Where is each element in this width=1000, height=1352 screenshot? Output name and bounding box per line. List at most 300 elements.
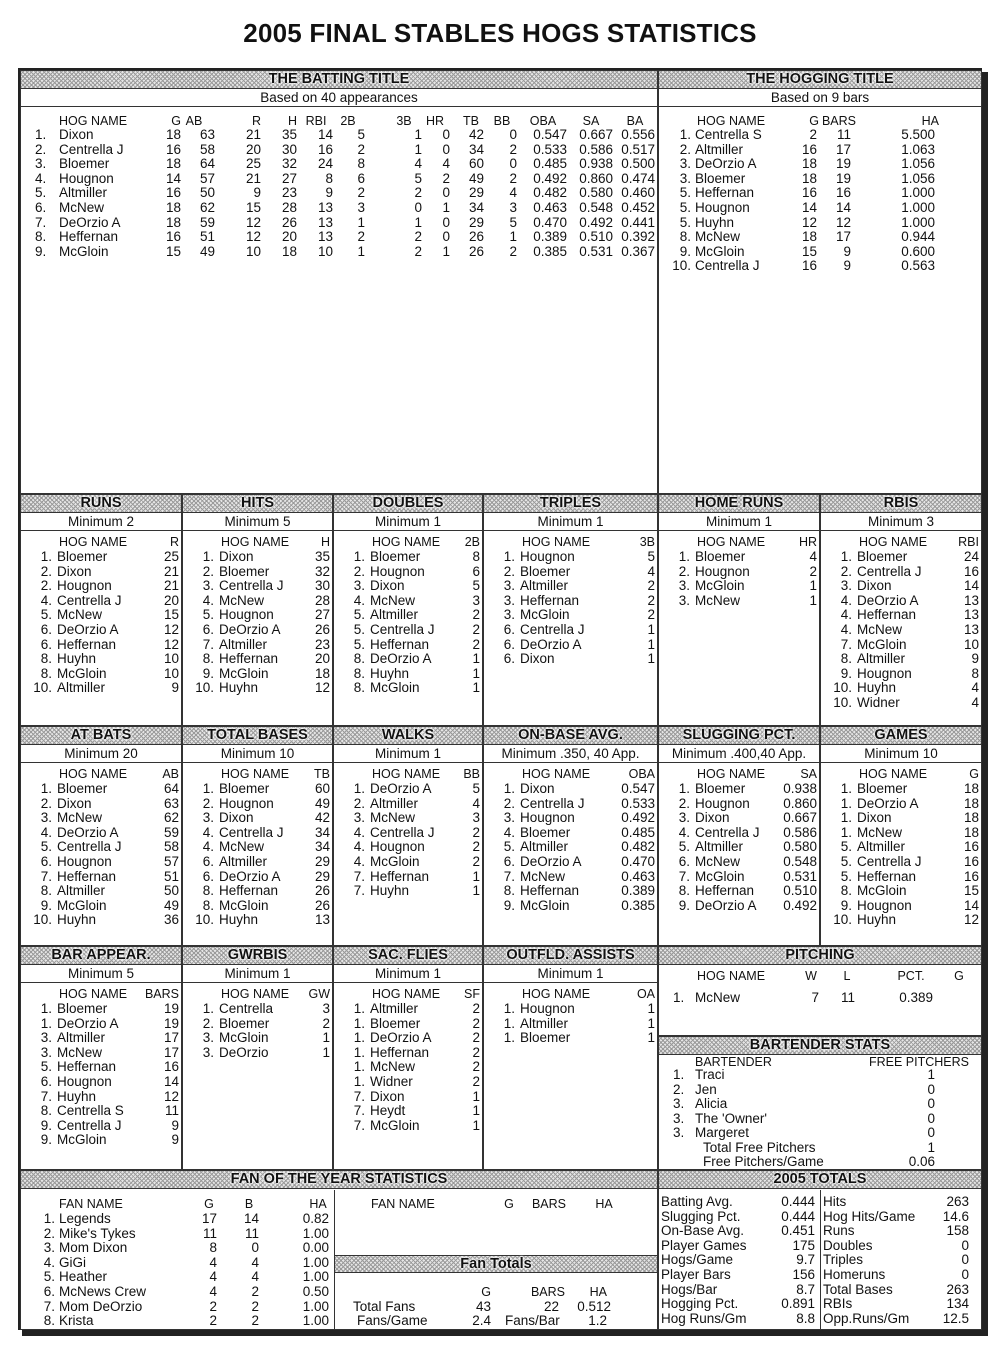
on-base-avg-panel-header	[484, 727, 657, 745]
games-panel-hog-name: Hougnon	[857, 897, 912, 913]
doubles-panel-rank: 5.	[353, 607, 365, 623]
doubles-panel-stat: 2	[472, 622, 480, 637]
on-base-avg-panel	[483, 726, 658, 946]
fan-ha: 0.82	[302, 1211, 329, 1226]
walks-panel-hog-name: Altmiller	[370, 795, 419, 811]
doubles-panel-hog-name: Centrella J	[370, 622, 435, 637]
at-bats-panel-stat: 57	[163, 854, 179, 869]
batting-cell: 23	[281, 185, 297, 201]
doubles-panel-rank: 8.	[353, 680, 365, 696]
fan-bars: 2	[251, 1298, 259, 1314]
hogging-rank: 3.	[679, 156, 691, 172]
outfld-assists-panel-rank: 1.	[503, 1001, 515, 1016]
hogging-cell: 1.056	[901, 170, 935, 186]
rbis-panel-hog-name: Bloemer	[857, 549, 908, 564]
fan-rank: 5.	[43, 1269, 55, 1285]
sac-flies-panel-rank: 7.	[353, 1088, 365, 1104]
hits-panel-rank: 8.	[202, 651, 214, 667]
total-bases-panel-hog-name: Altmiller	[219, 854, 268, 869]
doubles-panel-stat: 3	[472, 592, 480, 608]
at-bats-panel-stat: 62	[163, 810, 179, 826]
batting-cell: 0.470	[533, 214, 567, 230]
on-base-avg-panel-stat: 0.385	[621, 897, 655, 913]
walks-panel-stat: 3	[472, 810, 480, 826]
total-bases-panel-stat: 29	[314, 854, 330, 869]
fan-rank: 1.	[43, 1211, 55, 1226]
games-panel-header	[821, 727, 981, 745]
sac-flies-panel-stat: 1	[472, 1117, 480, 1133]
hogging-cell: 19	[835, 156, 851, 172]
at-bats-panel-stat-header: AB	[162, 767, 179, 781]
bar-appear-panel-rank: 7.	[40, 1088, 52, 1104]
hogging-cell: 9	[843, 243, 851, 259]
fan-totals-title: Fan Totals	[460, 1256, 532, 1272]
rbis-panel-rank: 4.	[840, 622, 852, 637]
batting-cell: 26	[281, 214, 297, 230]
batting-cell: 0.392	[621, 229, 655, 245]
total-fans-ha: 0.512	[577, 1299, 611, 1314]
rbis-panel-name-header: HOG NAME	[859, 535, 928, 549]
hits-panel-stat: 35	[314, 549, 330, 564]
fan-rank: 3.	[43, 1240, 55, 1256]
fan-name: McNews Crew	[59, 1284, 147, 1299]
games-panel-rank: 10.	[833, 912, 852, 928]
totals-left-label: Player Bars	[661, 1267, 731, 1282]
at-bats-panel-rank: 3.	[40, 810, 52, 826]
batting-cell: 29	[468, 214, 484, 230]
home-runs-panel-rank: 3.	[678, 592, 690, 608]
fan-ha: 0.00	[302, 1240, 329, 1256]
on-base-avg-panel-stat: 0.389	[621, 883, 655, 899]
runs-panel-hog-name: Hougnon	[57, 578, 112, 594]
runs-panel-rank: 1.	[40, 549, 52, 564]
gwrbis-panel-stat: 1	[322, 1030, 330, 1046]
batting-cell: 10	[317, 243, 333, 259]
free-pitchers-col-header: FREE PITCHERS	[868, 1055, 969, 1069]
hogging-cell: 17	[835, 141, 851, 157]
batting-cell: 0.460	[621, 185, 655, 201]
total-bases-panel-stat: 34	[314, 824, 330, 840]
home-runs-panel-stat: 1	[809, 578, 817, 594]
games-panel-stat: 16	[963, 854, 979, 869]
hogging-rank: 8.	[679, 229, 691, 245]
triples-panel-stat: 1	[647, 636, 655, 652]
at-bats-panel-hog-name: McNew	[57, 810, 103, 826]
walks-panel-stat-header: BB	[463, 767, 480, 781]
hits-panel-hog-name: Dixon	[219, 549, 254, 564]
batting-col-header: 2B	[340, 114, 356, 128]
batting-cell: 10	[245, 243, 261, 259]
batting-cell: 30	[281, 141, 297, 157]
batting-cell: 2	[357, 185, 365, 201]
sac-flies-panel-hog-name: Widner	[370, 1074, 413, 1089]
fan-name: Mom Dixon	[59, 1240, 128, 1256]
fan-name: GiGi	[59, 1254, 86, 1270]
bar-appear-panel-stat: 14	[163, 1074, 179, 1089]
bartender-free-pitchers: 0	[927, 1125, 935, 1141]
total-fans-games: 43	[475, 1299, 491, 1314]
walks-panel-stat: 4	[472, 795, 480, 811]
on-base-avg-panel-rank: 9.	[503, 897, 515, 913]
batting-cell: 27	[281, 170, 297, 186]
hits-panel-rank: 5.	[202, 607, 214, 623]
doubles-panel-header-text: DOUBLES	[372, 495, 444, 511]
hogging-cell: 11	[836, 127, 851, 142]
fan-col-header-2: BARS	[531, 1197, 567, 1211]
slugging-pct-panel-header-text: SLUGGING PCT.	[682, 727, 796, 743]
slugging-pct-panel-hog-name: Hougnon	[695, 795, 750, 811]
bartender-free-pitchers: 0	[927, 1096, 935, 1112]
rbis-panel-hog-name: Heffernan	[857, 607, 917, 623]
hits-panel-rank: 4.	[202, 592, 214, 608]
bartender-name: Jen	[695, 1081, 717, 1097]
totals-left-label: On-Base Avg.	[661, 1223, 745, 1239]
hogging-hog-name: DeOrzio A	[695, 156, 757, 172]
total-bases-panel-rank: 6.	[202, 854, 214, 869]
at-bats-panel-stat: 64	[163, 781, 179, 796]
walks-panel-rank: 1.	[353, 781, 365, 796]
total-free-pitchers-label: Total Free Pitchers	[703, 1140, 816, 1155]
at-bats-panel-stat: 63	[163, 795, 179, 811]
hits-panel-hog-name: McGloin	[219, 665, 269, 681]
at-bats-panel-stat: 51	[163, 868, 179, 884]
batting-cell: 63	[199, 127, 215, 142]
bartender-rank: 2.	[673, 1081, 685, 1097]
totals-left-value: 175	[792, 1237, 815, 1253]
runs-panel-rank: 6.	[40, 636, 52, 652]
bar-appear-panel-stat: 17	[163, 1030, 179, 1046]
batting-rank: 4.	[35, 170, 47, 186]
slugging-pct-panel	[658, 726, 820, 946]
bartender-name: The 'Owner'	[695, 1110, 767, 1126]
totals-right-value: 0	[961, 1252, 969, 1268]
games-panel-stat-header: G	[969, 767, 979, 781]
totals-left-label: Hogging Pct.	[661, 1296, 739, 1312]
bar-appear-panel-hog-name: Bloemer	[57, 1001, 108, 1016]
hogging-hog-name: Altmiller	[695, 141, 744, 157]
games-panel-rank: 1.	[840, 795, 852, 811]
slugging-pct-panel-stat: 0.586	[783, 824, 817, 840]
slugging-pct-panel-rank: 3.	[678, 810, 690, 826]
hogging-cell: 1.000	[901, 214, 935, 230]
sac-flies-panel-rank: 1.	[353, 1059, 365, 1075]
walks-panel-rank: 7.	[353, 883, 365, 899]
walks-panel	[333, 726, 483, 946]
hits-panel-stat: 32	[314, 563, 330, 579]
doubles-panel-stat: 1	[472, 665, 480, 681]
games-panel-hog-name: DeOrzio A	[857, 795, 919, 811]
outfld-assists-panel-header-text: OUTFLD. ASSISTS	[506, 947, 635, 963]
batting-cell: 49	[199, 243, 215, 259]
at-bats-panel-rank: 5.	[40, 839, 52, 855]
totals-right-value: 263	[946, 1194, 969, 1209]
pitching-col-header: G	[954, 969, 964, 983]
bartender-header	[659, 1037, 981, 1055]
games-panel-stat: 18	[963, 781, 979, 796]
rbis-panel-hog-name: McNew	[857, 622, 903, 637]
on-base-avg-panel-hog-name: Bloemer	[520, 824, 571, 840]
total-bases-panel-hog-name: Centrella J	[219, 824, 284, 840]
totals-right-label: Total Bases	[823, 1281, 893, 1297]
sac-flies-panel-stat: 2	[472, 1059, 480, 1075]
hogging-cell: 14	[801, 200, 817, 215]
games-panel	[820, 726, 982, 946]
home-runs-panel-hog-name: McNew	[695, 592, 741, 608]
walks-panel-rank: 7.	[353, 868, 365, 884]
doubles-panel-hog-name: Altmiller	[370, 607, 419, 623]
total-bases-panel-stat: 34	[314, 839, 330, 855]
sac-flies-panel-rank: 7.	[353, 1103, 365, 1119]
free-pitchers-per-game-label: Free Pitchers/Game	[703, 1154, 824, 1169]
on-base-avg-panel-hog-name: Dixon	[520, 781, 555, 796]
at-bats-panel-rank: 8.	[40, 883, 52, 899]
rbis-panel-header	[821, 495, 981, 513]
triples-panel-hog-name: McGloin	[520, 607, 570, 623]
walks-panel-rank: 4.	[353, 854, 365, 869]
batting-cell: 16	[317, 141, 333, 157]
hogging-cell: 18	[801, 156, 817, 172]
games-panel-stat: 18	[963, 810, 979, 826]
sac-flies-panel-hog-name: Dixon	[370, 1088, 405, 1104]
shadow-bottom	[22, 1330, 988, 1336]
bar-appear-panel-hog-name: Heffernan	[57, 1059, 117, 1075]
triples-panel-rank: 2.	[503, 563, 515, 579]
fan-rank: 4.	[43, 1254, 55, 1270]
doubles-panel-stat: 6	[472, 563, 480, 579]
batting-cell: 0.492	[579, 214, 613, 230]
games-panel-rank: 1.	[840, 824, 852, 840]
sac-flies-panel-hog-name: Heydt	[370, 1103, 406, 1119]
at-bats-panel-rank: 1.	[40, 781, 52, 796]
hits-panel-hog-name: Altmiller	[219, 636, 268, 652]
sac-flies-panel-stat: 2	[472, 1015, 480, 1031]
batting-cell: 14	[317, 127, 333, 142]
sac-flies-panel-subtitle: Minimum 1	[334, 966, 482, 983]
fan-totals-bars-header: BARS	[530, 1285, 565, 1299]
gwrbis-panel	[182, 946, 333, 1170]
bar-appear-panel-hog-name: Altmiller	[57, 1030, 106, 1046]
on-base-avg-panel-rank: 6.	[503, 854, 515, 869]
batting-cell: 1	[414, 141, 422, 157]
on-base-avg-panel-hog-name: Hougnon	[520, 810, 575, 826]
triples-panel-stat: 1	[647, 622, 655, 637]
games-panel-hog-name: Heffernan	[857, 868, 917, 884]
rbis-panel-hog-name: Hougnon	[857, 665, 912, 681]
fan-col-header: B	[244, 1197, 254, 1211]
batting-cell: 21	[245, 127, 261, 142]
batting-cell: 0.667	[579, 127, 613, 142]
batting-col-header: BB	[493, 114, 511, 128]
fan-name: Heather	[59, 1269, 108, 1285]
batting-cell: 0.385	[533, 243, 567, 259]
totals-right-value: 0	[961, 1267, 969, 1282]
triples-panel-hog-name: Bloemer	[520, 563, 571, 579]
triples-panel-header	[484, 495, 657, 513]
pitching-col-header: L	[843, 969, 851, 983]
slugging-pct-panel-rank: 9.	[678, 897, 690, 913]
fan-bars: 4	[251, 1254, 259, 1270]
sac-flies-panel-hog-name: DeOrzio A	[370, 1030, 432, 1046]
batting-cell: 2	[509, 243, 517, 259]
triples-panel-stat: 2	[647, 607, 655, 623]
fans-per-game-label: Fans/Game	[357, 1313, 428, 1328]
on-base-avg-panel-stat: 0.482	[621, 839, 655, 855]
batting-cell: 13	[317, 214, 333, 230]
fan-rank: 2.	[43, 1225, 55, 1241]
batting-cell: 0.580	[579, 185, 613, 201]
bar-appear-panel-stat: 9	[171, 1117, 179, 1133]
hogging-cell: 16	[801, 258, 817, 274]
sac-flies-panel-rank: 1.	[353, 1030, 365, 1046]
batting-cell: 0	[442, 185, 450, 201]
bartender-name: Traci	[695, 1067, 725, 1082]
on-base-avg-panel-stat: 0.470	[621, 854, 655, 869]
rbis-panel-stat: 9	[971, 651, 979, 667]
batting-cell: 5	[509, 214, 517, 230]
at-bats-panel-subtitle: Minimum 20	[21, 746, 181, 763]
games-panel-rank: 5.	[840, 868, 852, 884]
rbis-panel-stat: 13	[963, 607, 979, 623]
batting-cell: 0	[442, 141, 450, 157]
total-bases-panel-stat: 29	[314, 868, 330, 884]
sac-flies-panel-stat: 2	[472, 1044, 480, 1060]
batting-cell: 2	[509, 141, 517, 157]
fan-totals-g-header: G	[481, 1285, 491, 1299]
bartender-panel	[658, 1036, 982, 1170]
total-bases-panel-hog-name: McGloin	[219, 897, 269, 913]
hogging-cell: 14	[835, 200, 851, 215]
batting-cell: 4	[509, 185, 517, 201]
batting-hog-name: Heffernan	[59, 229, 119, 245]
hits-panel-stat: 28	[314, 592, 330, 608]
batting-cell: 21	[245, 170, 261, 186]
sac-flies-panel-stat-header: SF	[464, 987, 480, 1001]
sac-flies-panel-header-text: SAC. FLIES	[368, 947, 448, 963]
bartender-rank: 1.	[673, 1067, 685, 1082]
batting-col-header: R	[251, 114, 261, 128]
fan-bars: 14	[243, 1211, 259, 1226]
batting-cell: 18	[281, 243, 297, 259]
stats-sheet	[18, 68, 982, 1330]
sac-flies-panel-hog-name: McNew	[370, 1059, 416, 1075]
totals-right-label: Homeruns	[823, 1267, 886, 1282]
total-bases-panel-stat: 49	[314, 795, 330, 811]
at-bats-panel-hog-name: Heffernan	[57, 868, 117, 884]
batting-cell: 0.510	[579, 229, 613, 245]
on-base-avg-panel-rank: 2.	[503, 795, 515, 811]
batting-cell: 1	[414, 214, 422, 230]
hits-panel-hog-name: Centrella J	[219, 578, 284, 594]
batting-cell: 62	[199, 200, 215, 215]
home-runs-panel-hog-name: McGloin	[695, 578, 745, 594]
outfld-assists-panel-header	[484, 947, 657, 965]
hogging-cell: 18	[801, 170, 817, 186]
hogging-hog-name: Hougnon	[695, 200, 750, 215]
fan-name: Krista	[59, 1313, 94, 1329]
home-runs-panel-stat: 4	[809, 549, 817, 564]
hogging-rank: 9.	[679, 243, 691, 259]
at-bats-panel-hog-name: Altmiller	[57, 883, 106, 899]
hogging-cell: 16	[801, 185, 817, 201]
hogging-cell: 2	[809, 127, 817, 142]
runs-panel-stat: 10	[163, 651, 179, 667]
batting-cell: 0	[509, 127, 517, 142]
triples-panel-stat: 4	[647, 563, 655, 579]
hits-panel-hog-name: Heffernan	[219, 651, 279, 667]
triples-panel-rank: 1.	[503, 549, 515, 564]
home-runs-panel-header-text: HOME RUNS	[694, 495, 784, 511]
batting-col-header: AB	[185, 114, 203, 128]
slugging-pct-panel-stat: 0.667	[783, 810, 817, 826]
batting-hog-name: Altmiller	[59, 185, 108, 201]
on-base-avg-panel-hog-name: DeOrzio A	[520, 854, 582, 869]
hogging-hog-name: McNew	[695, 229, 741, 245]
at-bats-panel-rank: 6.	[40, 854, 52, 869]
hogging-col-header: BARS	[821, 114, 857, 128]
home-runs-panel-name-header: HOG NAME	[697, 535, 766, 549]
slugging-pct-panel-header	[659, 727, 819, 745]
batting-cell: 28	[281, 200, 297, 215]
total-bases-panel-stat: 26	[314, 883, 330, 899]
rbis-panel	[820, 494, 982, 726]
runs-panel-stat: 20	[163, 592, 179, 608]
runs-panel-hog-name: McGloin	[57, 665, 107, 681]
runs-panel-rank: 6.	[40, 622, 52, 637]
batting-cell: 60	[468, 156, 484, 172]
batting-cell: 16	[165, 185, 181, 201]
rbis-panel-rank: 4.	[840, 607, 852, 623]
batting-cell: 12	[245, 229, 261, 245]
batting-cell: 0	[442, 127, 450, 142]
hits-panel-stat: 27	[314, 607, 330, 623]
fans-per-bar: 1.2	[588, 1313, 607, 1328]
games-panel-hog-name: Huyhn	[857, 912, 897, 928]
total-bases-panel-hog-name: McNew	[219, 839, 265, 855]
doubles-panel-stat: 1	[472, 651, 480, 667]
on-base-avg-panel-hog-name: Heffernan	[520, 883, 580, 899]
hogging-hog-name: Bloemer	[695, 170, 746, 186]
doubles-panel-hog-name: DeOrzio A	[370, 651, 432, 667]
gwrbis-panel-stat: 2	[322, 1015, 330, 1031]
fan-bars: 11	[244, 1225, 259, 1241]
at-bats-panel-hog-name: Bloemer	[57, 781, 108, 796]
rbis-panel-rank: 3.	[840, 578, 852, 594]
bar-appear-panel-hog-name: Centrella J	[57, 1117, 122, 1133]
hits-panel	[182, 494, 333, 726]
totals-header-text: 2005 TOTALS	[773, 1171, 867, 1187]
on-base-avg-panel-rank: 8.	[503, 883, 515, 899]
batting-col-header: 3B	[396, 114, 412, 128]
outfld-assists-panel-rank: 1.	[503, 1015, 515, 1031]
batting-cell: 26	[468, 229, 484, 245]
walks-panel-stat: 2	[472, 839, 480, 855]
hogging-title-panel	[658, 70, 982, 494]
rbis-panel-hog-name: Altmiller	[857, 651, 906, 667]
bar-appear-panel-hog-name: McNew	[57, 1044, 103, 1060]
hits-panel-hog-name: Hougnon	[219, 607, 274, 623]
gwrbis-panel-stat: 1	[322, 1044, 330, 1060]
total-bases-panel-rank: 8.	[202, 883, 214, 899]
fan-col-header-2: G	[504, 1197, 514, 1211]
fan-bars: 2	[251, 1313, 259, 1329]
hogging-cell: 1.063	[901, 141, 935, 157]
doubles-panel-rank: 4.	[353, 592, 365, 608]
fan-totals-header	[335, 1255, 657, 1273]
gwrbis-panel-stat: 3	[322, 1001, 330, 1016]
batting-cell: 9	[325, 185, 333, 201]
runs-panel-stat: 15	[163, 607, 179, 623]
walks-panel-hog-name: McGloin	[370, 854, 420, 869]
